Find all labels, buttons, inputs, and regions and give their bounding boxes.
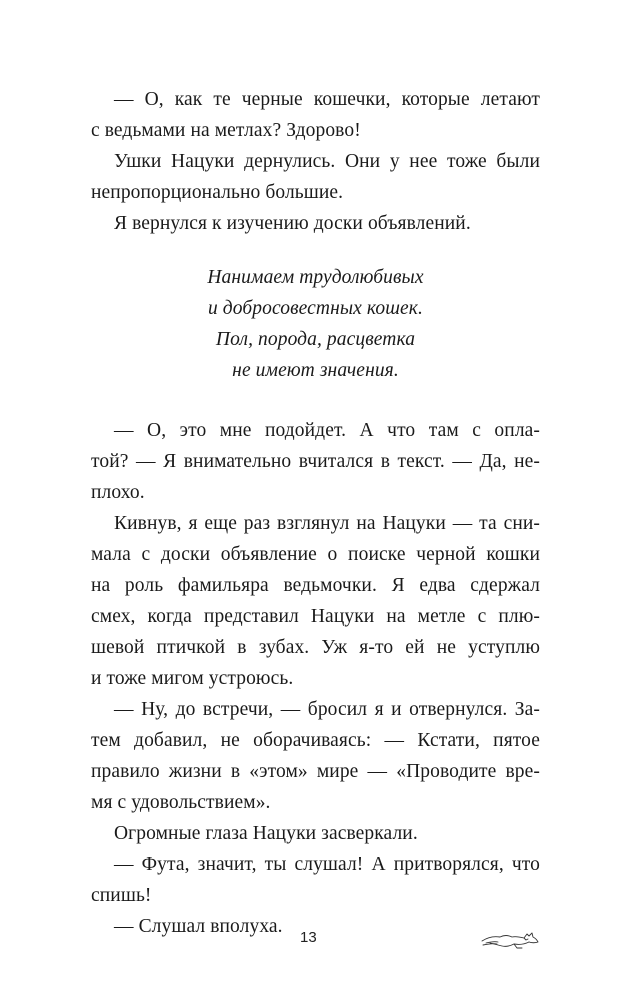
paragraph (91, 84, 540, 146)
notice-line: Пол, порода, расцветка (215, 329, 416, 350)
text-line: плохо. (91, 482, 145, 503)
text-line: непропорционально большие. (91, 182, 344, 203)
book-page-text (91, 84, 540, 942)
text-line: — Слушал вполуха. (114, 916, 283, 937)
paragraph (91, 415, 540, 508)
paragraph (91, 694, 540, 818)
paragraph (91, 208, 540, 239)
paragraph (91, 849, 540, 911)
text-line: шевой птичкой в зубах. Уж я-то ей не уступлю (91, 637, 540, 658)
notice-text (91, 262, 540, 386)
text-line: — О, это мне подойдет. А что там с опла- (114, 420, 540, 441)
text-line: Кивнув, я еще раз взглянул на Нацуки — та сни- (114, 513, 540, 534)
text-line: спишь! (91, 885, 152, 906)
text-line: мя с удовольствием». (91, 792, 271, 813)
paragraph (91, 146, 540, 208)
text-line: — Ну, до встречи, — бросил я и отвернулся. За- (114, 699, 540, 720)
text-line: тем добавил, не оборачиваясь: — Кстати, пятое (91, 730, 540, 751)
paragraph (91, 818, 540, 849)
notice-line: и добросовестных кошек. (207, 298, 424, 319)
notice-line: Нанимаем трудолюбивых (207, 267, 424, 288)
text-line: смех, когда представил Нацуки на метле с плю- (91, 606, 540, 627)
text-line: мала с доски объявление о поиске черной кошки (91, 544, 540, 565)
text-line: на роль фамильяра ведьмочки. Я едва сдержал (91, 575, 540, 596)
notice-line: не имеют значения. (232, 360, 399, 381)
text-line: той? — Я внимательно вчитался в текст. — Да, не- (91, 451, 540, 472)
paragraph (91, 508, 540, 694)
text-line: с ведьмами на метлах? Здорово! (91, 120, 361, 141)
text-line: — Фута, значит, ты слушал! А притворялся, что (114, 854, 540, 875)
text-line: и тоже мигом устроюсь. (91, 668, 294, 689)
text-line: Ушки Нацуки дернулись. Они у нее тоже были (114, 151, 540, 172)
page-number: 13 (300, 929, 317, 946)
text-line: Я вернулся к изучению доски объявлений. (114, 213, 471, 234)
text-line: — О, как те черные кошечки, которые летают (114, 89, 540, 110)
text-line: правило жизни в «этом» мире — «Проводите вре- (91, 761, 540, 782)
text-line: Огромные глаза Нацуки засверкали. (114, 823, 418, 844)
running-cat-icon (480, 927, 540, 951)
page-footer (0, 925, 625, 955)
